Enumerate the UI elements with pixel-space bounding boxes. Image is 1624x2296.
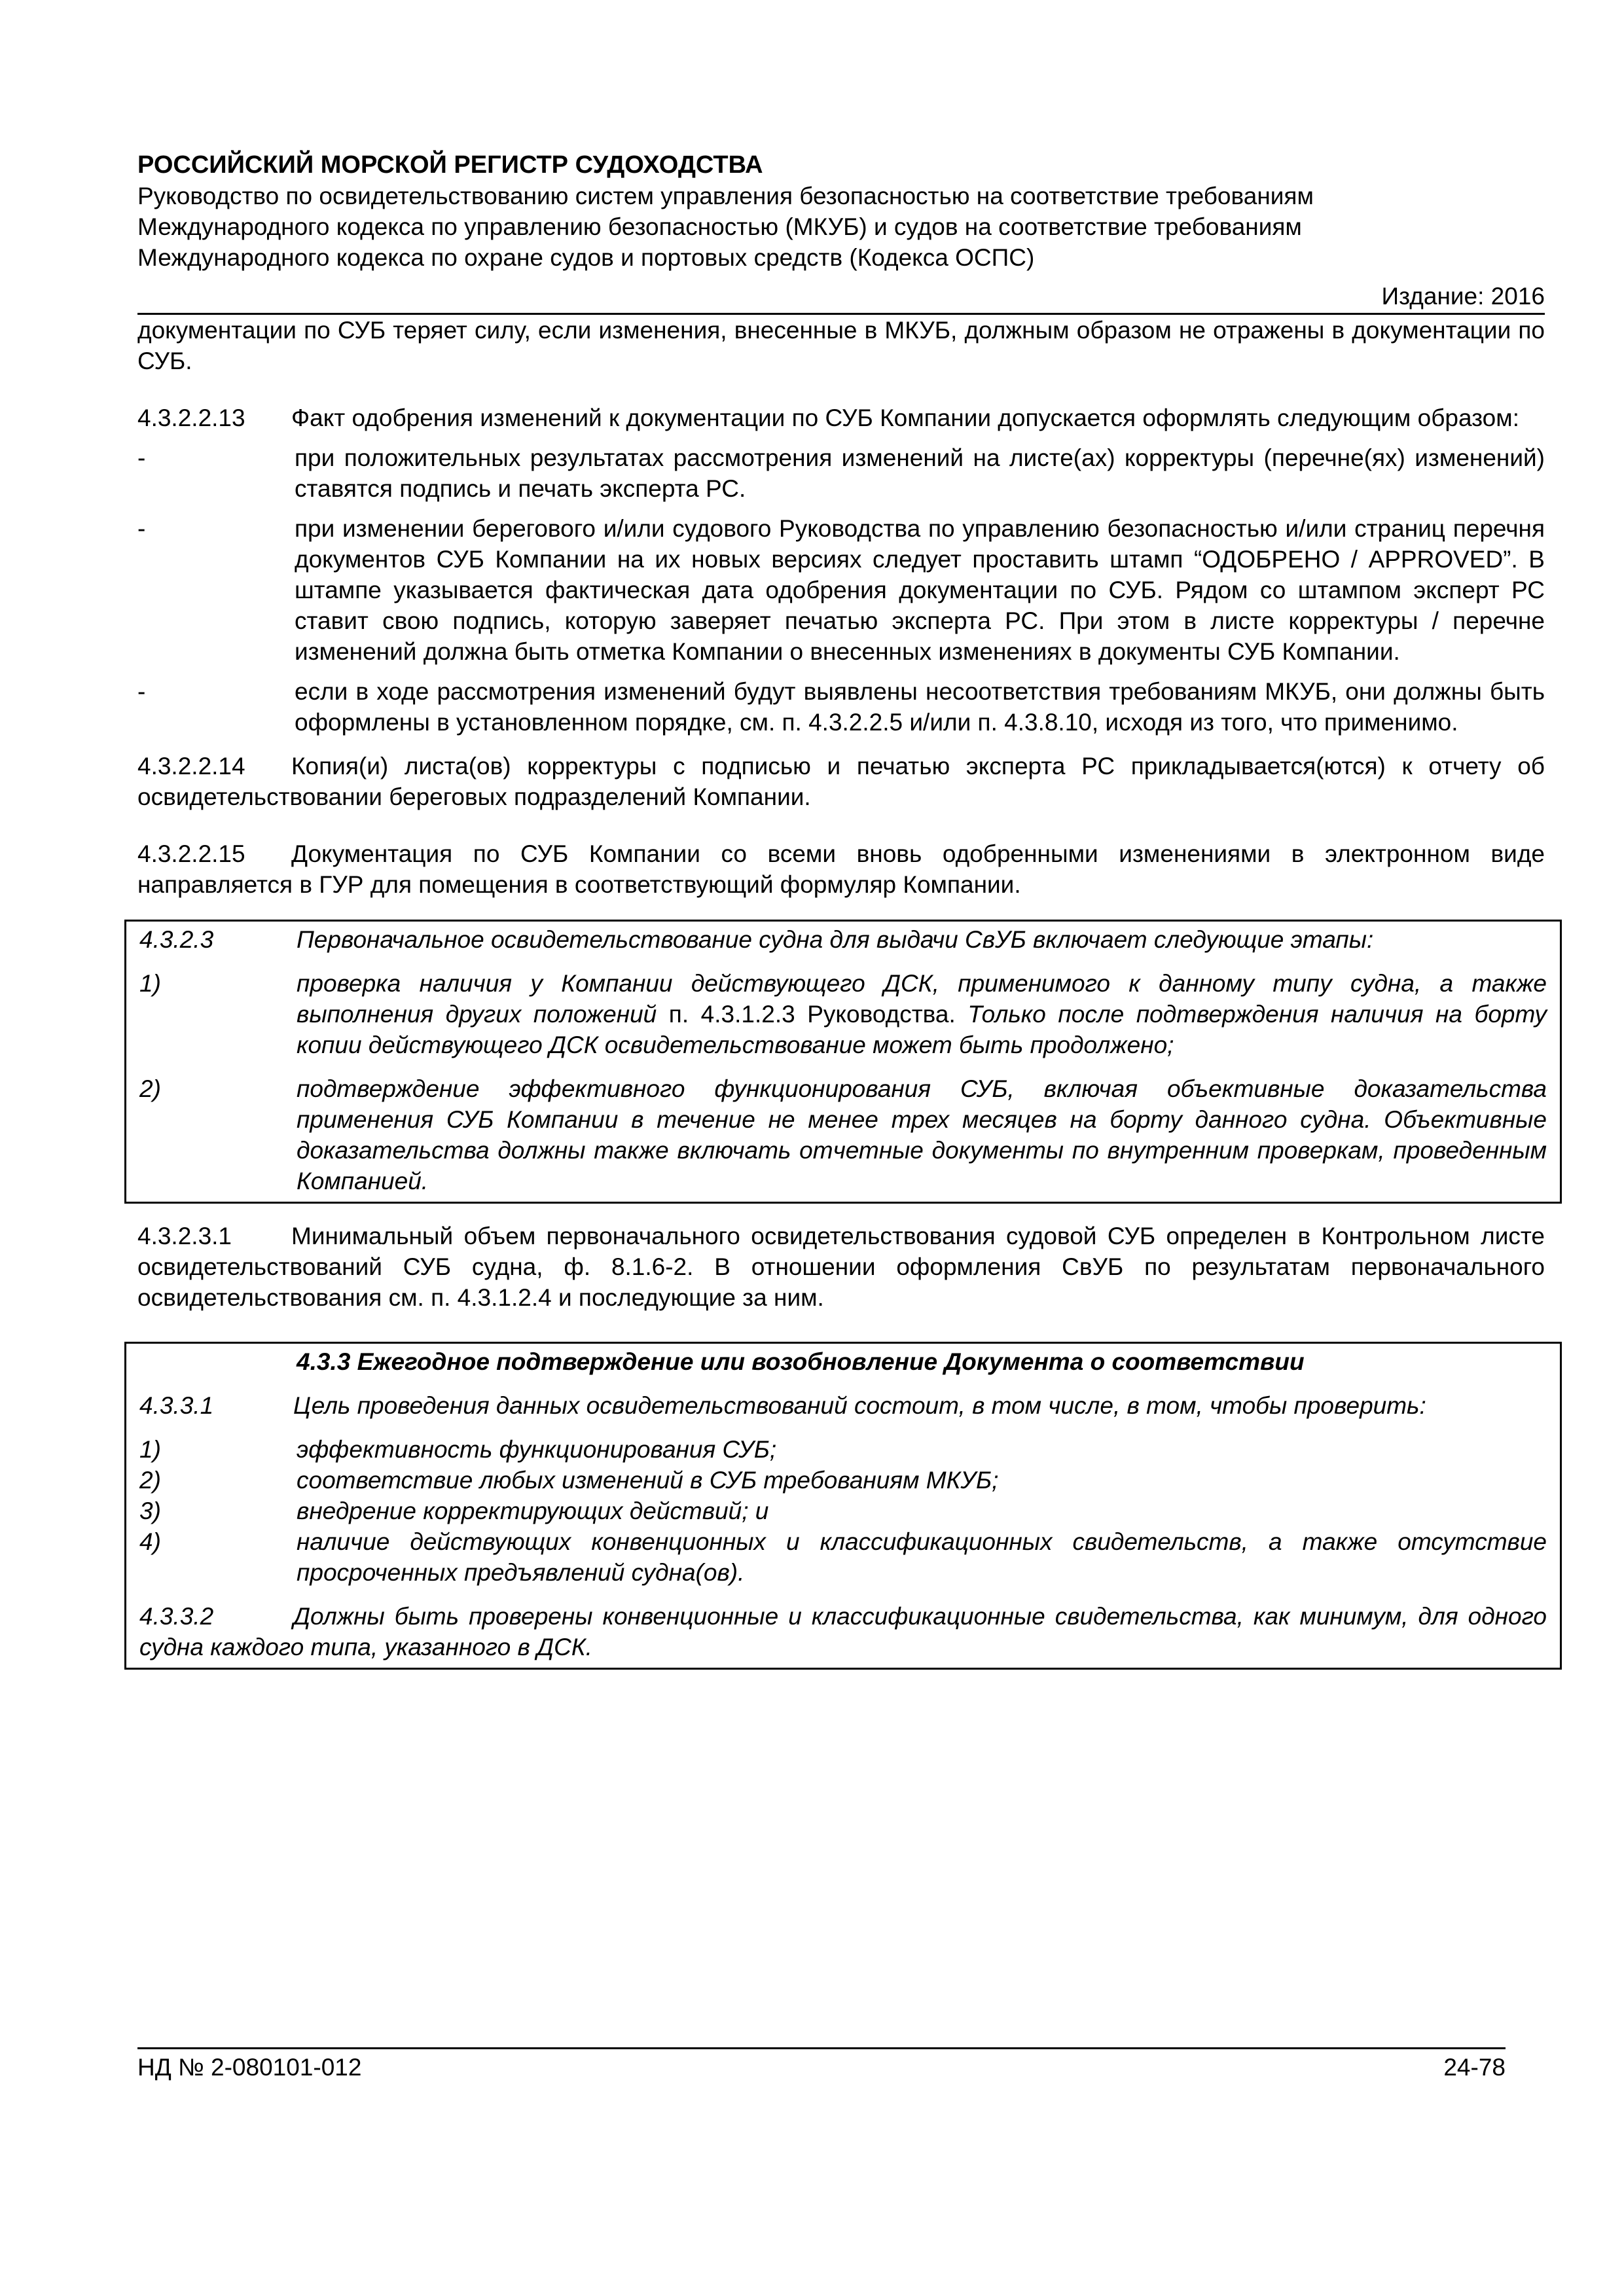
paragraph-text: Минимальный объем первоначального освидетельствования судовой СУБ определен в Контрольном листе освидетельствований СУБ судна, ф. 8.1.6-2. В отношении оформления СвУБ по результатам первоначального освидетельствования см. п. 4.3.1.2.4 и последующие за ним. (137, 1223, 1545, 1311)
paragraph-continuation: документации по СУБ теряет силу, если изменения, внесенные в МКУБ, должным образом не отражены в документации по СУБ. (137, 317, 1545, 374)
list-item (137, 676, 1545, 738)
list-item (137, 513, 1545, 667)
item-mark: 1) (139, 1436, 161, 1463)
organization-title: РОССИЙСКИЙ МОРСКОЙ РЕГИСТР СУДОХОДСТВА (137, 151, 763, 179)
paragraph-text: Факт одобрения изменений к документации по СУБ Компании допускается оформлять следующим образом: (291, 404, 1519, 431)
bullet-text: при изменении берегового и/или судового Руководства по управлению безопасностью и/или страниц перечня документов СУБ Компании на их новых версиях следует проставить штамп “ОДОБРЕНО / APPROVED”. В штампе указывается фактическая дата одобрения документации по СУБ. Рядом со штампом эксперт РС ставит свою подпись, которую заверяет печатью эксперта РС. При этом в листе корректуры / перечне изменений должна быть отметка Компании о внесенных изменениях в документы СУБ Компании. (295, 515, 1545, 665)
boxed-section-4-3-2-3 (124, 920, 1562, 1204)
list-item (139, 1526, 1547, 1588)
paragraph-text: Копия(и) листа(ов) корректуры с подписью и печатью эксперта РС прикладывается(ются) к отчету об освидетельствовании береговых подразделений Компании. (137, 753, 1545, 810)
list-item (139, 1434, 1547, 1465)
item-mark: 4) (139, 1528, 161, 1555)
section-heading: 4.3.3 Ежегодное подтверждение или возобновление Документа о соответствии (297, 1348, 1305, 1375)
item-text: подтверждение эффективного функционирования СУБ, включая объективные доказательства применения СУБ Компании в течение не менее трех месяцев на борту данного судна. Объективные доказательства должны также включать отчетные документы по внутренним проверкам, проведенным Компанией. (297, 1075, 1547, 1194)
list-item (139, 1073, 1547, 1196)
bullet-text: если в ходе рассмотрения изменений будут выявлены несоответствия требованиям МКУБ, они должны быть оформлены в установленном порядке, см. п. 4.3.2.2.5 и/или п. 4.3.8.10, исходя из того, что применимо. (295, 678, 1545, 736)
paragraph-4-3-2-2-13 (137, 403, 1545, 433)
bullet-mark: - (137, 444, 146, 471)
item-reference: п. 4.3.1.2.3 Руководства. (668, 1001, 956, 1028)
paragraph-text: Должны быть проверены конвенционные и классификационные свидетельства, как минимум, для одного судна каждого типа, указанного в ДСК. (139, 1603, 1547, 1660)
item-text-cont: Только после подтверждения наличия на борту копии действующего ДСК освидетельствование может быть продолжено; (297, 1001, 1547, 1058)
list-item (137, 442, 1545, 504)
item-mark: 3) (139, 1498, 161, 1524)
item-text: наличие действующих конвенционных и классификационных свидетельств, а также отсутствие просроченных предъявлений судна(ов). (297, 1528, 1547, 1586)
guide-title-line-2: Международного кодекса по управлению безопасностью (МКУБ) и судов на соответствие требованиям (137, 213, 1302, 240)
paragraph-number: 4.3.3.2 (139, 1603, 214, 1630)
list-item (139, 968, 1547, 1060)
paragraph-number: 4.3.2.2.13 (137, 404, 245, 431)
item-text: внедрение корректирующих действий; и (297, 1498, 769, 1524)
guide-title-line-1: Руководство по освидетельствованию систем управления безопасностью на соответствие требованиям (137, 183, 1314, 209)
item-mark: 2) (139, 1467, 161, 1494)
paragraph-number: 4.3.2.3.1 (137, 1223, 232, 1249)
item-mark: 2) (139, 1075, 161, 1102)
paragraph-text: Цель проведения данных освидетельствований состоит, в том числе, в том, чтобы проверить: (293, 1392, 1426, 1419)
page-number: 24-78 (1443, 2054, 1506, 2081)
document-page (137, 149, 1545, 1670)
document-number: НД № 2-080101-012 (137, 2054, 362, 2081)
list-item (139, 1496, 1547, 1526)
document-header (137, 149, 1545, 315)
boxed-section-4-3-3 (124, 1342, 1562, 1670)
item-text: соответствие любых изменений в СУБ требованиям МКУБ; (297, 1467, 999, 1494)
bullet-mark: - (137, 678, 146, 705)
paragraph-number: 4.3.2.2.14 (137, 753, 245, 780)
edition-label: Издание: 2016 (137, 281, 1545, 315)
paragraph-text: Первоначальное освидетельствование судна для выдачи СвУБ включает следующие этапы: (297, 926, 1374, 953)
boxed-heading (139, 924, 1547, 955)
paragraph-number: 4.3.3.1 (139, 1392, 214, 1419)
list-item (139, 1465, 1547, 1496)
paragraph-4-3-2-3-1 (137, 1221, 1545, 1313)
page-footer (137, 2047, 1506, 2083)
paragraph-4-3-2-2-14 (137, 751, 1545, 812)
boxed-paragraph (139, 1390, 1547, 1421)
bullet-mark: - (137, 515, 146, 542)
bullet-text: при положительных результатах рассмотрения изменений на листе(ах) корректуры (перечне(ях) изменений) ставятся подпись и печать эксперта РС. (295, 444, 1545, 502)
item-text: эффективность функционирования СУБ; (297, 1436, 777, 1463)
paragraph-4-3-2-2-15 (137, 838, 1545, 900)
paragraph-number: 4.3.2.2.15 (137, 840, 245, 867)
guide-title-line-3: Международного кодекса по охране судов и портовых средств (Кодекса ОСПС) (137, 244, 1035, 271)
paragraph-text: Документация по СУБ Компании со всеми вновь одобренными изменениями в электронном виде направляется в ГУР для помещения в соответствующий формуляр Компании. (137, 840, 1545, 898)
boxed-paragraph (139, 1601, 1547, 1662)
paragraph-number: 4.3.2.3 (139, 926, 214, 953)
item-mark: 1) (139, 970, 161, 997)
item-text: проверка наличия у Компании действующего ДСК, применимого к данному типу судна, а также выполнения других положений (297, 970, 1547, 1028)
